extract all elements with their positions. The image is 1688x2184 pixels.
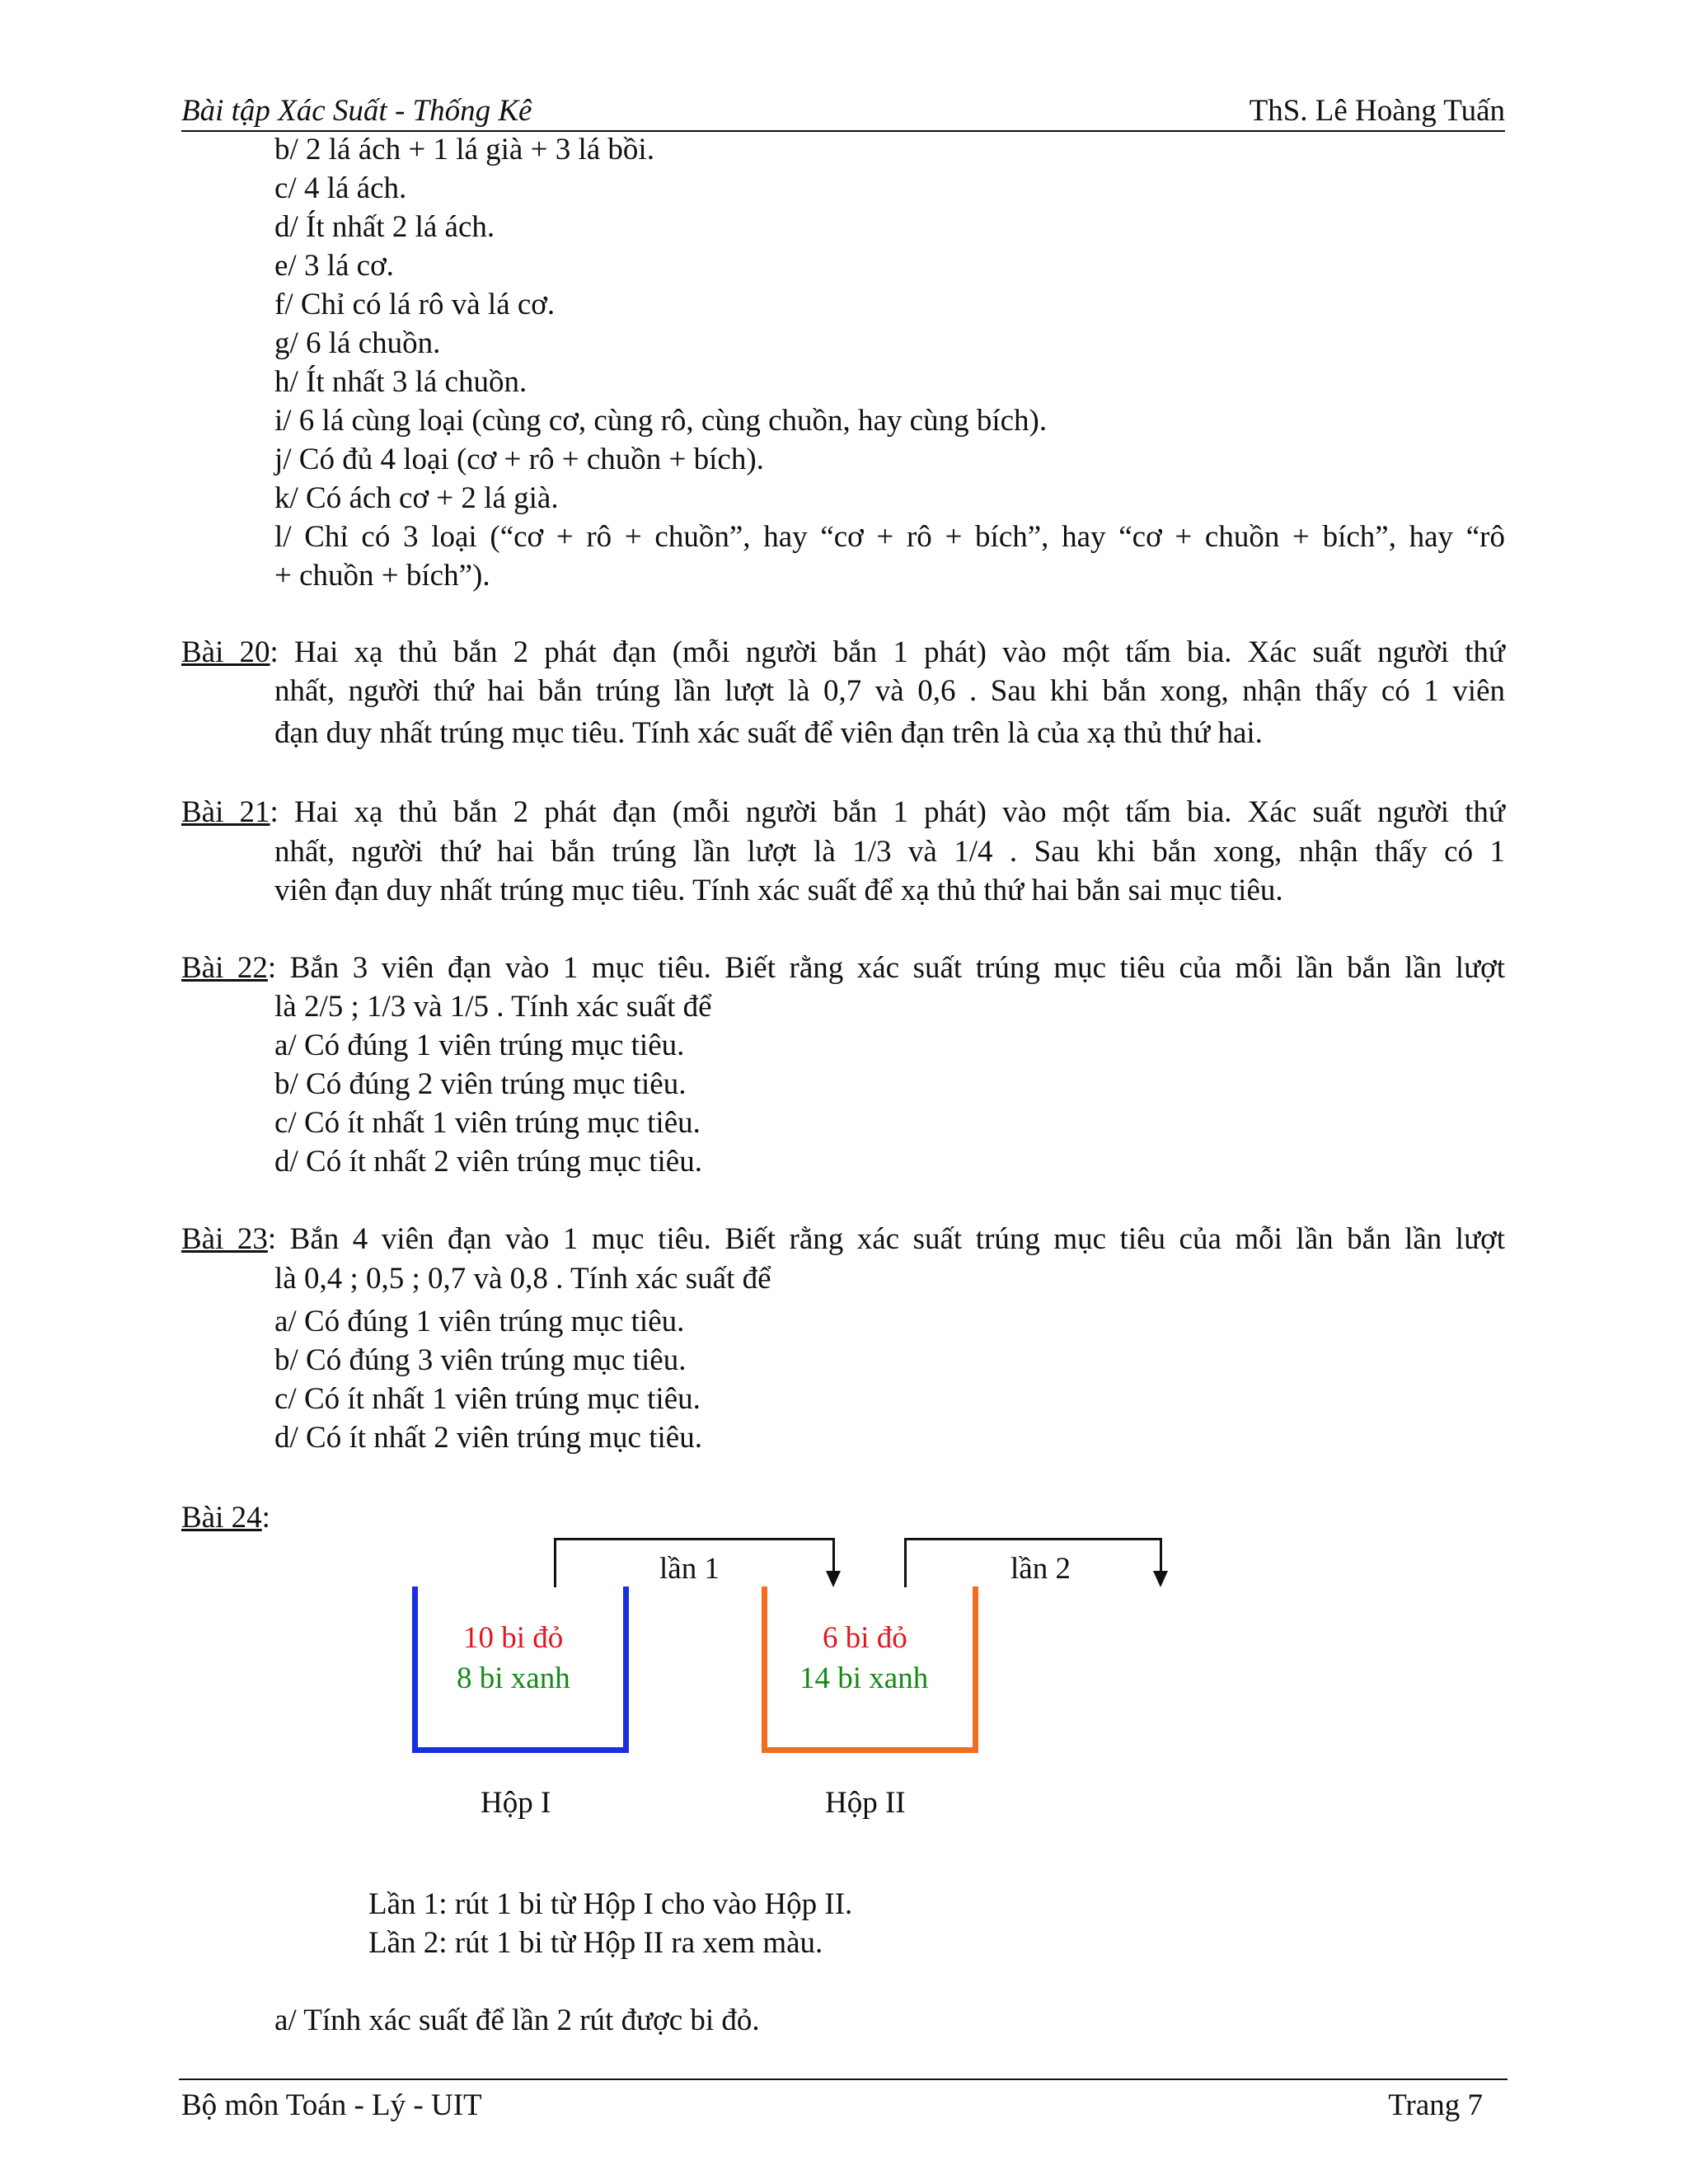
list-item: h/ Ít nhất 3 lá chuồn. <box>274 365 528 399</box>
step-1: Lần 1: rút 1 bi từ Hộp I cho vào Hộp II. <box>368 1887 853 1921</box>
list-item: c/ 4 lá ách. <box>274 171 407 205</box>
exercise-title: Bài 22 <box>181 951 268 985</box>
box-1-green-count: 8 bi xanh <box>457 1661 570 1695</box>
exercise-text: : Bắn 3 viên đạn vào 1 mục tiêu. Biết rằng xác suất trúng mục tiêu của mỗi lần bắn lần lượt <box>267 951 1505 985</box>
exercise-text: đạn duy nhất trúng mục tiêu. Tính xác suất để viên đạn trên là của xạ thủ thứ hai. <box>274 716 1263 750</box>
step-2: Lần 2: rút 1 bi từ Hộp II ra xem màu. <box>368 1926 823 1960</box>
exercise-21 <box>181 793 1505 832</box>
list-item: + chuồn + bích”). <box>274 559 490 593</box>
exercise-22 <box>181 949 1505 987</box>
box-2-red-count: 6 bi đỏ <box>823 1621 907 1655</box>
header-author: ThS. Lê Hoàng Tuấn <box>1249 94 1505 128</box>
list-item: g/ 6 lá chuồn. <box>274 326 441 360</box>
list-item: c/ Có ít nhất 1 viên trúng mục tiêu. <box>274 1106 701 1140</box>
exercise-23 <box>181 1220 1505 1258</box>
exercise-text: : Hai xạ thủ bắn 2 phát đạn (mỗi người bắn 1 phát) vào một tấm bia. Xác suất người thứ <box>270 635 1505 669</box>
exercise-title: Bài 21 <box>181 795 270 829</box>
exercise-title: Bài 23 <box>181 1222 268 1256</box>
arrow-label-2: lần 2 <box>1010 1552 1071 1586</box>
list-item: j/ Có đủ 4 loại (cơ + rô + chuồn + bích). <box>274 443 764 476</box>
list-item: b/ 2 lá ách + 1 lá già + 3 lá bồi. <box>274 133 654 166</box>
list-item: c/ Có ít nhất 1 viên trúng mục tiêu. <box>274 1382 701 1416</box>
arrow-head-icon <box>826 1571 841 1587</box>
list-item: e/ 3 lá cơ. <box>274 249 394 283</box>
exercise-text: nhất, người thứ hai bắn trúng lần lượt là 1/3 và 1/4 . Sau khi bắn xong, nhận thấy có 1 <box>274 835 1505 869</box>
exercise-text: là 2/5 ; 1/3 và 1/5 . Tính xác suất để <box>274 990 712 1024</box>
page-header <box>181 92 1505 132</box>
page-footer <box>179 2079 1507 2128</box>
list-item: l/ Chỉ có 3 loại (“cơ + rô + chuồn”, hay “cơ + rô + bích”, hay “cơ + chuồn + bích”, hay “rô <box>274 520 1505 554</box>
list-item: b/ Có đúng 3 viên trúng mục tiêu. <box>274 1343 687 1377</box>
list-item: d/ Có ít nhất 2 viên trúng mục tiêu. <box>274 1145 702 1179</box>
exercise-text: viên đạn duy nhất trúng mục tiêu. Tính xác suất để xạ thủ thứ hai bắn sai mục tiêu. <box>274 874 1283 907</box>
list-item: b/ Có đúng 2 viên trúng mục tiêu. <box>274 1067 687 1101</box>
list-item: a/ Có đúng 1 viên trúng mục tiêu. <box>274 1029 685 1062</box>
list-item: i/ 6 lá cùng loại (cùng cơ, cùng rô, cùng chuồn, hay cùng bích). <box>274 404 1048 438</box>
exercise-24 <box>181 1498 270 1537</box>
exercise-text: : Bắn 4 viên đạn vào 1 mục tiêu. Biết rằng xác suất trúng mục tiêu của mỗi lần bắn lần lượt <box>267 1222 1505 1256</box>
arrow-label-1: lần 1 <box>659 1552 720 1586</box>
exercise-text: là 0,4 ; 0,5 ; 0,7 và 0,8 . Tính xác suất để <box>274 1262 771 1296</box>
exercise-text: nhất, người thứ hai bắn trúng lần lượt là 0,7 và 0,6 . Sau khi bắn xong, nhận thấy có 1 viên <box>274 674 1505 708</box>
page-number: Trang 7 <box>1388 2088 1483 2122</box>
box-2-green-count: 14 bi xanh <box>799 1661 929 1695</box>
box-2-caption: Hộp II <box>825 1786 906 1820</box>
exercise-colon: : <box>261 1501 270 1535</box>
list-item: d/ Ít nhất 2 lá ách. <box>274 210 495 244</box>
footer-department: Bộ môn Toán - Lý - UIT <box>181 2088 482 2122</box>
list-item: f/ Chỉ có lá rô và lá cơ. <box>274 288 556 321</box>
exercise-title: Bài 20 <box>181 635 270 669</box>
box-1-red-count: 10 bi đỏ <box>463 1621 564 1655</box>
exercise-title: Bài 24 <box>181 1501 262 1535</box>
header-title: Bài tập Xác Suất - Thống Kê <box>181 94 532 128</box>
box-1-caption: Hộp I <box>481 1786 551 1820</box>
list-item: d/ Có ít nhất 2 viên trúng mục tiêu. <box>274 1421 702 1455</box>
list-item: k/ Có ách cơ + 2 lá già. <box>274 481 559 515</box>
list-item: a/ Có đúng 1 viên trúng mục tiêu. <box>274 1305 685 1338</box>
question-a: a/ Tính xác suất để lần 2 rút được bi đỏ. <box>274 2004 760 2037</box>
exercise-text: : Hai xạ thủ bắn 2 phát đạn (mỗi người bắn 1 phát) vào một tấm bia. Xác suất người thứ <box>270 795 1505 829</box>
arrow-head-icon <box>1153 1571 1168 1587</box>
exercise-20 <box>181 633 1505 672</box>
